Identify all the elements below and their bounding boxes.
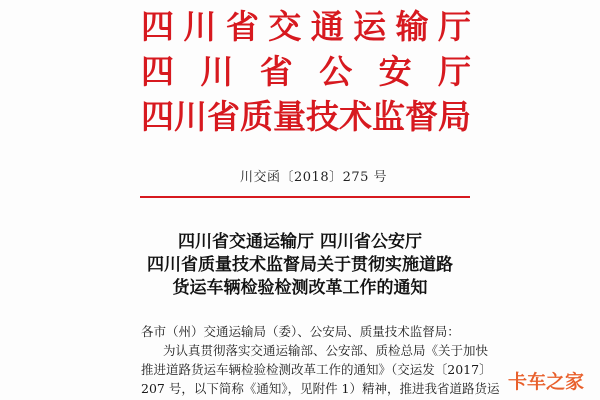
issuing-authorities — [141, 4, 471, 139]
body-line: 推进道路货运车辆检验检测改革工作的通知》（交运发〔2017〕 — [141, 362, 492, 377]
issuer-quality-supervision-bureau: 四川省质量技术监督局 — [141, 97, 471, 136]
issuer-transport-department: 四川省交通运输厅 — [141, 7, 471, 46]
document-body — [141, 322, 500, 398]
body-line: 为认真贯彻落实交通运输部、公安部、质检总局《关于加快 — [163, 343, 489, 358]
red-divider — [140, 196, 470, 198]
watermark-text: 卡车之家 — [507, 371, 585, 393]
salutation: 各市（州）交通运输局（委）、公安局、质量技术监督局： — [141, 324, 460, 339]
document-number: 川交函〔2018〕275 号 — [240, 170, 388, 185]
title-line: 四川省质量技术监督局关于贯彻实施道路 — [147, 255, 453, 275]
truck-home-watermark-logo — [502, 368, 590, 394]
title-line: 四川省交通运输厅 四川省公安厅 — [178, 232, 422, 252]
document-title — [130, 231, 470, 300]
issuer-public-security-department: 四川省公安厅 — [141, 52, 471, 91]
title-line: 货运车辆检验检测改革工作的通知 — [172, 278, 428, 298]
body-line: 207 号，以下简称《通知》，见附件 1）精神，推进我省道路货运 — [141, 381, 500, 396]
